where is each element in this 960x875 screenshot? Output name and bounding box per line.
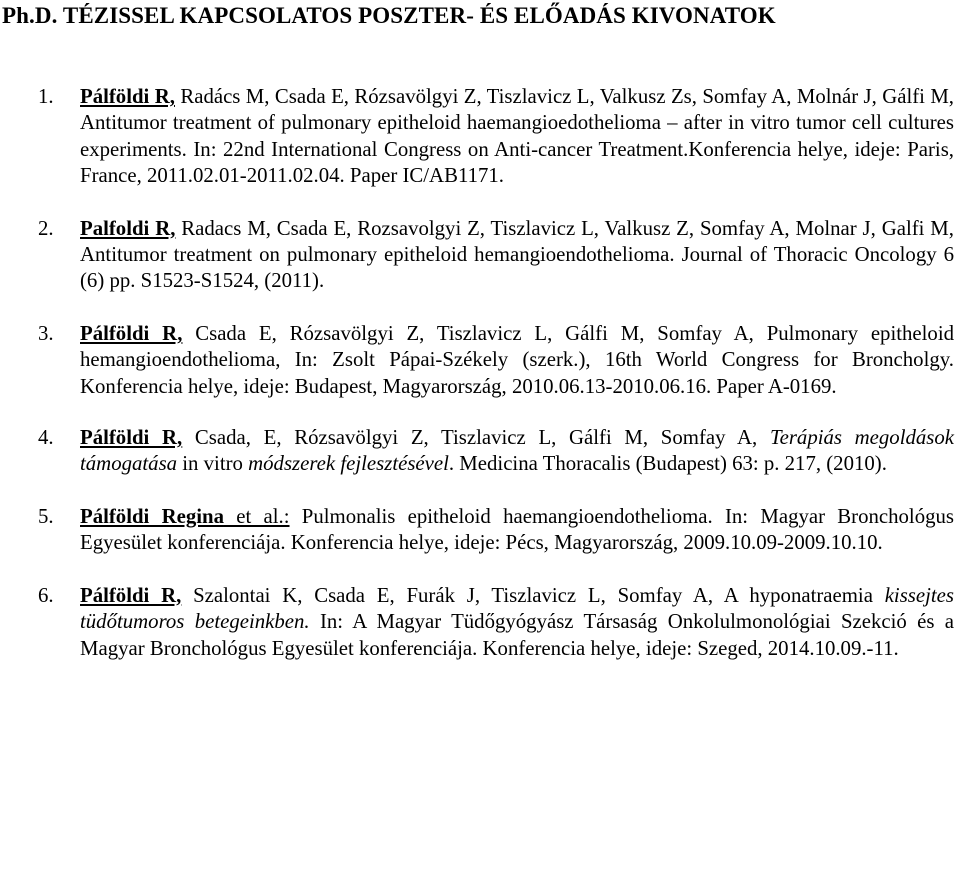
citation-text: Szalontai K, Csada E, Furák J, Tiszlavicz L, Somfay A, A hyponatraemia — [181, 583, 885, 607]
citation-text: In: A Magyar Tüdőgyógyász Társaság Onkolulmonológiai Szekció és a Magyar Bronchológus Egyesület konferenciája. Konferencia helye, ideje: Szeged, 2014.10.09.-11. — [80, 610, 955, 660]
publication-entry-3 — [0, 321, 954, 400]
publication-entry-4 — [0, 425, 954, 478]
citation-text: Csada E, Rózsavölgyi Z, Tiszlavicz L, Gálfi M, Somfay A, Pulmonary epitheloid hemangioendothelioma, In: Zsolt Pápai-Székely (szerk.), 16th World Congress for Broncholgy. Konferencia helye, ideje: Budapest, Magyarország, 2010.06.13-2010.06.16. Paper A-0169. — [80, 321, 954, 398]
author-name: Pálföldi R, — [80, 583, 182, 607]
entry-number: 2. — [38, 216, 54, 240]
citation-text: in vitro — [177, 452, 249, 476]
entry-number: 3. — [38, 321, 54, 345]
author-suffix: et al.: — [223, 504, 290, 528]
publication-list — [0, 84, 960, 662]
page-title: Ph.D. TÉZISSEL KAPCSOLATOS POSZTER- ÉS ELŐADÁS KIVONATOK — [2, 3, 776, 28]
author-name: Palfoldi R, — [80, 216, 176, 240]
author-name: Pálföldi R, — [80, 426, 183, 450]
author-name: Pálföldi R, — [80, 321, 183, 345]
publication-entry-2 — [0, 216, 954, 295]
entry-number: 6. — [38, 583, 54, 607]
publication-entry-1 — [0, 84, 954, 190]
italic-title-part: kissejtes tüdőtumoros betegeinkben. — [80, 583, 954, 634]
citation-text: . Medicina Thoracalis (Budapest) 63: p. 217, (2010). — [448, 452, 887, 476]
citation-text: Csada, E, Rózsavölgyi Z, Tiszlavicz L, Gálfi M, Somfay A, — [182, 426, 770, 450]
entry-number: 1. — [38, 85, 54, 108]
citation-text: Radacs M, Csada E, Rozsavolgyi Z, Tiszlavicz L, Valkusz Z, Somfay A, Molnar J, Galfi M, Antitumor treatment on pulmonary epitheloid hemangioendothelioma. Journal of Thoracic Oncology 6 (6) pp. S1523-S1524, (2011). — [80, 216, 955, 293]
author-name: Pálföldi Regina — [80, 504, 224, 528]
publication-entry-5 — [0, 504, 954, 557]
entry-number: 4. — [38, 426, 54, 450]
italic-title-part: Terápiás megoldások támogatása — [80, 426, 955, 476]
citation-text: Pulmonalis epitheloid haemangioendothelioma. In: Magyar Bronchológus Egyesület konferenciája. Konferencia helye, ideje: Pécs, Magyarország, 2009.10.09-2009.10.10. — [80, 504, 954, 555]
entry-number: 5. — [38, 504, 54, 528]
italic-title-part: módszerek fejlesztésével — [248, 452, 449, 476]
publication-entry-6 — [0, 583, 954, 662]
author-name: Pálföldi R, — [80, 85, 175, 108]
citation-text: Radács M, Csada E, Rózsavölgyi Z, Tiszlavicz L, Valkusz Zs, Somfay A, Molnár J, Gálfi M, Antitumor treatment of pulmonary epitheloid haemangioedothelioma – after in vitro tumor cell cultures experiments. In: 22nd International Congress on Anti-cancer Treatment.Konferencia helye, ideje: Paris, France, 2011.02.01-2011.02.04. Paper IC/AB1171. — [80, 85, 955, 188]
